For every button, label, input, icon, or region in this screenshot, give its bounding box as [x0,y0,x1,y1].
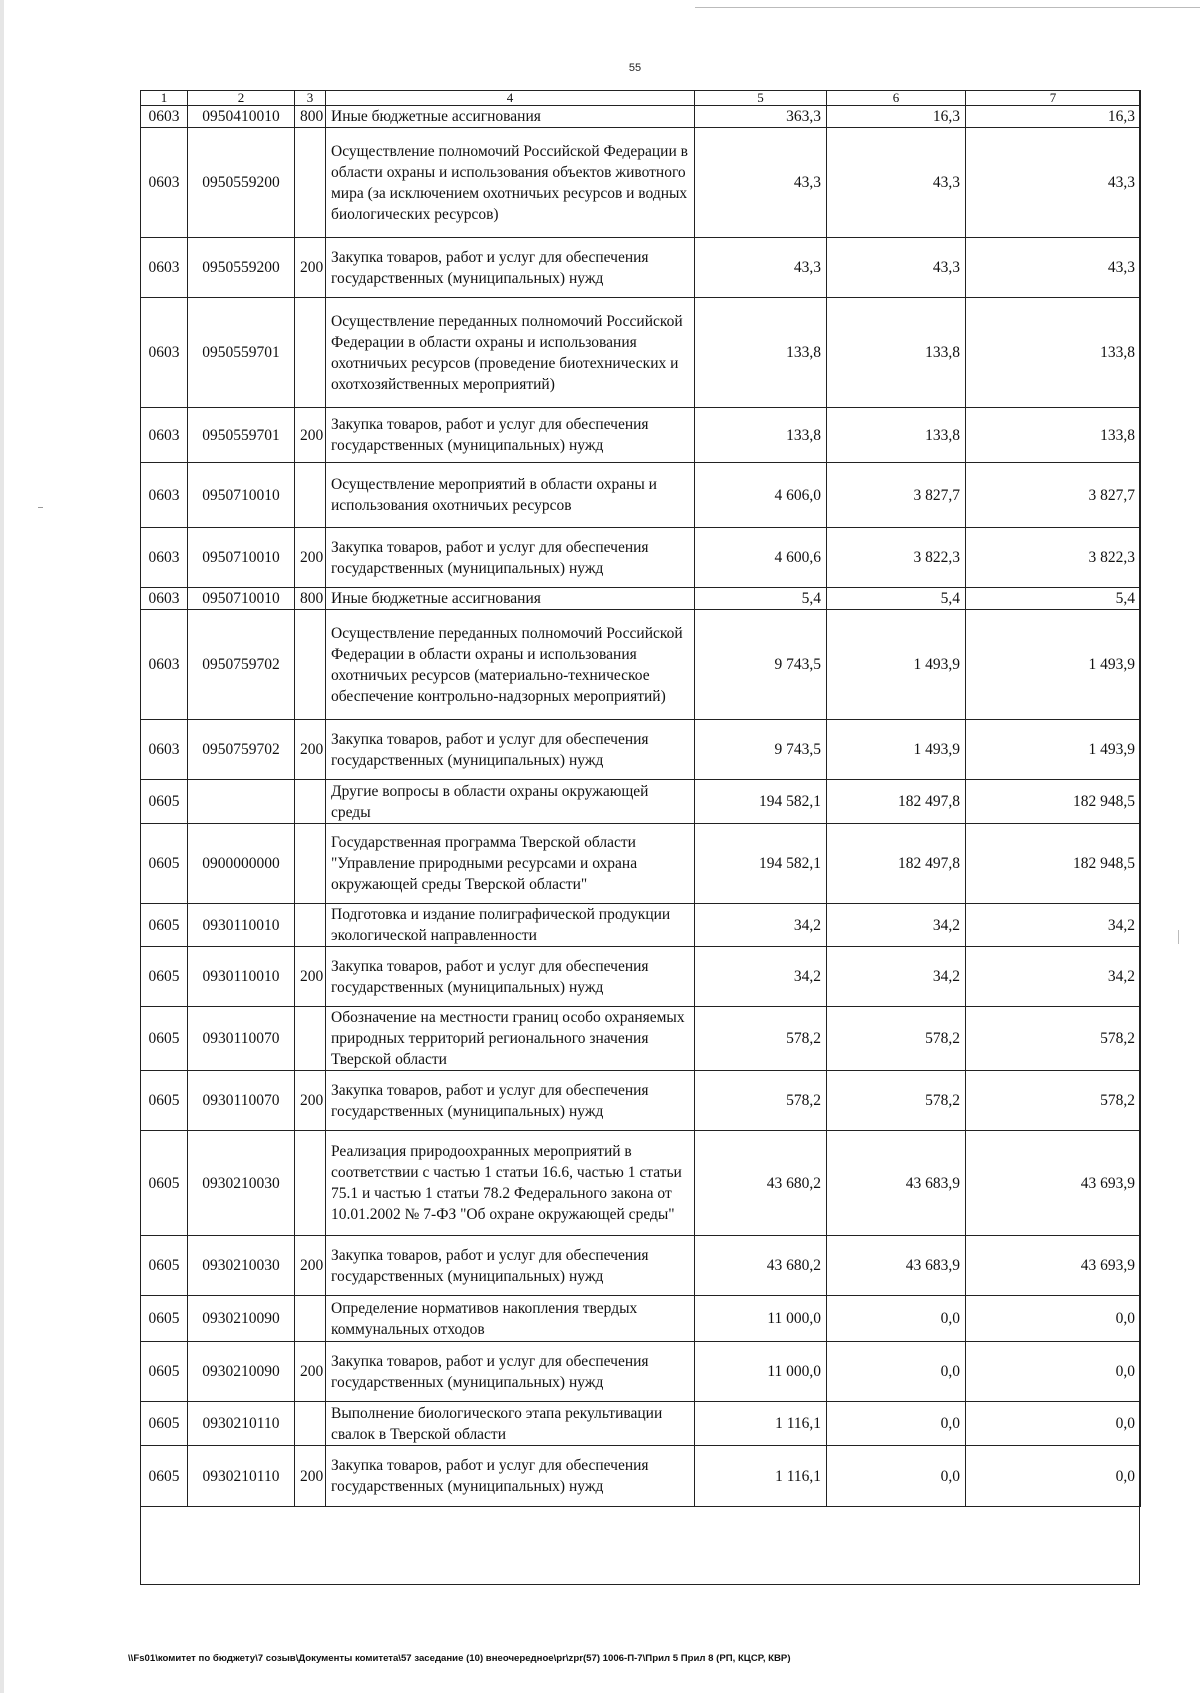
table-row [141,824,1141,904]
amount-col6: 43 683,9 [827,1131,966,1236]
amount-col6: 182 497,8 [827,824,966,904]
item-name: Осуществление переданных полномочий Российской Федерации в области охраны и использования охотничьих ресурсов (проведение биотехнических и охотхозяйственных мероприятий) [326,298,695,408]
item-name: Реализация природоохранных мероприятий в соответствии с частью 1 статьи 16.6, частью 1 статьи 75.1 и частью 1 статьи 78.2 Федерального закона от 10.01.2002 № 7-ФЗ "Об охране окружающей среды" [326,1131,695,1236]
expense-type-code [295,904,326,947]
amount-col6: 16,3 [827,106,966,128]
amount-col5: 9 743,5 [695,610,827,720]
section-code: 0603 [141,128,188,238]
item-name: Закупка товаров, работ и услуг для обеспечения государственных (муниципальных) нужд [326,238,695,298]
target-article-code: 0950559701 [188,408,295,463]
item-name: Закупка товаров, работ и услуг для обеспечения государственных (муниципальных) нужд [326,528,695,588]
amount-col7: 1 493,9 [966,720,1141,780]
amount-col6: 133,8 [827,298,966,408]
section-code: 0603 [141,238,188,298]
amount-col7: 0,0 [966,1402,1141,1446]
target-article-code: 0930110010 [188,947,295,1007]
section-code: 0605 [141,1236,188,1296]
item-name: Выполнение биологического этапа рекультивации свалок в Тверской области [326,1402,695,1446]
amount-col7: 43,3 [966,128,1141,238]
amount-col7: 578,2 [966,1071,1141,1131]
expense-type-code: 200 [295,1071,326,1131]
item-name: Закупка товаров, работ и услуг для обеспечения государственных (муниципальных) нужд [326,947,695,1007]
amount-col6: 0,0 [827,1402,966,1446]
expense-type-code: 200 [295,1342,326,1402]
column-header: 4 [326,91,695,106]
table-row [141,610,1141,720]
amount-col5: 11 000,0 [695,1342,827,1402]
amount-col5: 133,8 [695,408,827,463]
amount-col5: 43,3 [695,128,827,238]
target-article-code: 0930210110 [188,1446,295,1507]
table-row [141,463,1141,528]
section-code: 0603 [141,463,188,528]
amount-col7: 182 948,5 [966,824,1141,904]
column-header: 3 [295,91,326,106]
amount-col5: 194 582,1 [695,780,827,824]
section-code: 0605 [141,1007,188,1071]
item-name: Закупка товаров, работ и услуг для обеспечения государственных (муниципальных) нужд [326,1236,695,1296]
amount-col7: 5,4 [966,588,1141,610]
item-name: Государственная программа Тверской области "Управление природными ресурсами и охрана окружающей среды Тверской области" [326,824,695,904]
amount-col5: 363,3 [695,106,827,128]
expense-type-code: 200 [295,238,326,298]
target-article-code: 0930210110 [188,1402,295,1446]
table-row [141,128,1141,238]
expense-type-code [295,463,326,528]
amount-col5: 34,2 [695,947,827,1007]
table-row [141,408,1141,463]
column-header: 7 [966,91,1141,106]
item-name: Обозначение на местности границ особо охраняемых природных территорий регионального значения Тверской области [326,1007,695,1071]
budget-table [140,90,1141,1507]
item-name: Закупка товаров, работ и услуг для обеспечения государственных (муниципальных) нужд [326,408,695,463]
column-header: 6 [827,91,966,106]
item-name: Иные бюджетные ассигнования [326,106,695,128]
page-number: 55 [628,62,642,74]
scan-top-rule [695,7,1200,8]
table-row [141,1402,1141,1446]
expense-type-code: 800 [295,588,326,610]
amount-col5: 578,2 [695,1007,827,1071]
item-name: Другие вопросы в области охраны окружающей среды [326,780,695,824]
amount-col6: 3 827,7 [827,463,966,528]
target-article-code: 0950710010 [188,463,295,528]
target-article-code: 0900000000 [188,824,295,904]
amount-col7: 133,8 [966,408,1141,463]
target-article-code: 0950710010 [188,528,295,588]
target-article-code: 0930210090 [188,1296,295,1342]
amount-col5: 194 582,1 [695,824,827,904]
amount-col6: 578,2 [827,1071,966,1131]
target-article-code: 0950410010 [188,106,295,128]
amount-col7: 43 693,9 [966,1236,1141,1296]
amount-col5: 1 116,1 [695,1446,827,1507]
section-code: 0605 [141,780,188,824]
table-row [141,1296,1141,1342]
target-article-code: 0950759702 [188,720,295,780]
table-row [141,298,1141,408]
amount-col7: 578,2 [966,1007,1141,1071]
target-article-code: 0930210030 [188,1131,295,1236]
table-row [141,588,1141,610]
amount-col7: 1 493,9 [966,610,1141,720]
amount-col7: 0,0 [966,1342,1141,1402]
expense-type-code: 200 [295,528,326,588]
amount-col6: 5,4 [827,588,966,610]
column-header: 5 [695,91,827,106]
amount-col6: 1 493,9 [827,720,966,780]
section-code: 0605 [141,1071,188,1131]
table-row [141,904,1141,947]
item-name: Определение нормативов накопления твердых коммунальных отходов [326,1296,695,1342]
target-article-code: 0930110070 [188,1071,295,1131]
amount-col5: 578,2 [695,1071,827,1131]
amount-col6: 43,3 [827,238,966,298]
column-header: 2 [188,91,295,106]
target-article-code: 0930110010 [188,904,295,947]
table-row [141,1007,1141,1071]
amount-col5: 43 680,2 [695,1236,827,1296]
section-code: 0603 [141,408,188,463]
expense-type-code [295,610,326,720]
expense-type-code [295,128,326,238]
amount-col5: 11 000,0 [695,1296,827,1342]
target-article-code: 0950559701 [188,298,295,408]
expense-type-code: 200 [295,947,326,1007]
amount-col5: 43,3 [695,238,827,298]
section-code: 0605 [141,1342,188,1402]
item-name: Закупка товаров, работ и услуг для обеспечения государственных (муниципальных) нужд [326,1342,695,1402]
amount-col7: 133,8 [966,298,1141,408]
amount-col5: 1 116,1 [695,1402,827,1446]
expense-type-code: 200 [295,1236,326,1296]
expense-type-code [295,1007,326,1071]
expense-type-code [295,1131,326,1236]
scan-mark [38,507,43,508]
section-code: 0605 [141,1296,188,1342]
table-row [141,1071,1141,1131]
item-name: Осуществление переданных полномочий Российской Федерации в области охраны и использования охотничьих ресурсов (материально-техническое обеспечение контрольно-надзорных мероприятий) [326,610,695,720]
amount-col7: 3 827,7 [966,463,1141,528]
item-name: Закупка товаров, работ и услуг для обеспечения государственных (муниципальных) нужд [326,720,695,780]
expense-type-code: 200 [295,1446,326,1507]
scan-edge [0,0,4,1693]
amount-col6: 34,2 [827,947,966,1007]
amount-col6: 1 493,9 [827,610,966,720]
section-code: 0605 [141,824,188,904]
amount-col7: 34,2 [966,904,1141,947]
amount-col6: 133,8 [827,408,966,463]
section-code: 0603 [141,588,188,610]
expense-type-code: 800 [295,106,326,128]
amount-col5: 4 606,0 [695,463,827,528]
expense-type-code [295,780,326,824]
amount-col6: 34,2 [827,904,966,947]
expense-type-code [295,824,326,904]
target-article-code: 0950559200 [188,238,295,298]
item-name: Осуществление мероприятий в области охраны и использования охотничьих ресурсов [326,463,695,528]
section-code: 0603 [141,528,188,588]
section-code: 0603 [141,610,188,720]
section-code: 0605 [141,947,188,1007]
table-row [141,780,1141,824]
amount-col6: 43,3 [827,128,966,238]
expense-type-code [295,1296,326,1342]
target-article-code: 0950710010 [188,588,295,610]
table-row [141,1236,1141,1296]
table-row [141,1342,1141,1402]
amount-col5: 4 600,6 [695,528,827,588]
item-name: Подготовка и издание полиграфической продукции экологической направленности [326,904,695,947]
table-row [141,947,1141,1007]
target-article-code: 0930210090 [188,1342,295,1402]
amount-col7: 182 948,5 [966,780,1141,824]
section-code: 0605 [141,1131,188,1236]
table-row [141,1131,1141,1236]
item-name: Закупка товаров, работ и услуг для обеспечения государственных (муниципальных) нужд [326,1071,695,1131]
target-article-code: 0950559200 [188,128,295,238]
amount-col7: 34,2 [966,947,1141,1007]
amount-col5: 5,4 [695,588,827,610]
amount-col7: 43,3 [966,238,1141,298]
table-row [141,106,1141,128]
amount-col5: 34,2 [695,904,827,947]
amount-col6: 578,2 [827,1007,966,1071]
expense-type-code: 200 [295,408,326,463]
file-path-footer: \\Fs01\комитет по бюджету\7 созыв\Документы комитета\57 заседание (10) внеочередное\pr\zpr(57) 1006-П-7\Прил 5 Прил 8 (РП, КЦСР, КВР) [128,1653,791,1664]
table-row [141,720,1141,780]
item-name: Закупка товаров, работ и услуг для обеспечения государственных (муниципальных) нужд [326,1446,695,1507]
amount-col6: 182 497,8 [827,780,966,824]
amount-col5: 9 743,5 [695,720,827,780]
amount-col7: 3 822,3 [966,528,1141,588]
amount-col6: 0,0 [827,1342,966,1402]
amount-col7: 16,3 [966,106,1141,128]
item-name: Иные бюджетные ассигнования [326,588,695,610]
section-code: 0605 [141,1402,188,1446]
section-code: 0605 [141,1446,188,1507]
scan-mark [1178,930,1179,944]
item-name: Осуществление полномочий Российской Федерации в области охраны и использования объектов животного мира (за исключением охотничьих ресурсов и водных биологических ресурсов) [326,128,695,238]
amount-col7: 0,0 [966,1296,1141,1342]
expense-type-code: 200 [295,720,326,780]
target-article-code [188,780,295,824]
target-article-code: 0950759702 [188,610,295,720]
expense-type-code [295,298,326,408]
amount-col7: 43 693,9 [966,1131,1141,1236]
amount-col6: 0,0 [827,1446,966,1507]
section-code: 0605 [141,904,188,947]
section-code: 0603 [141,106,188,128]
expense-type-code [295,1402,326,1446]
column-header: 1 [141,91,188,106]
table-row [141,1446,1141,1507]
amount-col6: 0,0 [827,1296,966,1342]
amount-col7: 0,0 [966,1446,1141,1507]
table-row [141,238,1141,298]
target-article-code: 0930110070 [188,1007,295,1071]
table-row [141,528,1141,588]
target-article-code: 0930210030 [188,1236,295,1296]
amount-col6: 43 683,9 [827,1236,966,1296]
table-header-row [141,91,1141,106]
amount-col5: 133,8 [695,298,827,408]
section-code: 0603 [141,298,188,408]
section-code: 0603 [141,720,188,780]
amount-col5: 43 680,2 [695,1131,827,1236]
amount-col6: 3 822,3 [827,528,966,588]
